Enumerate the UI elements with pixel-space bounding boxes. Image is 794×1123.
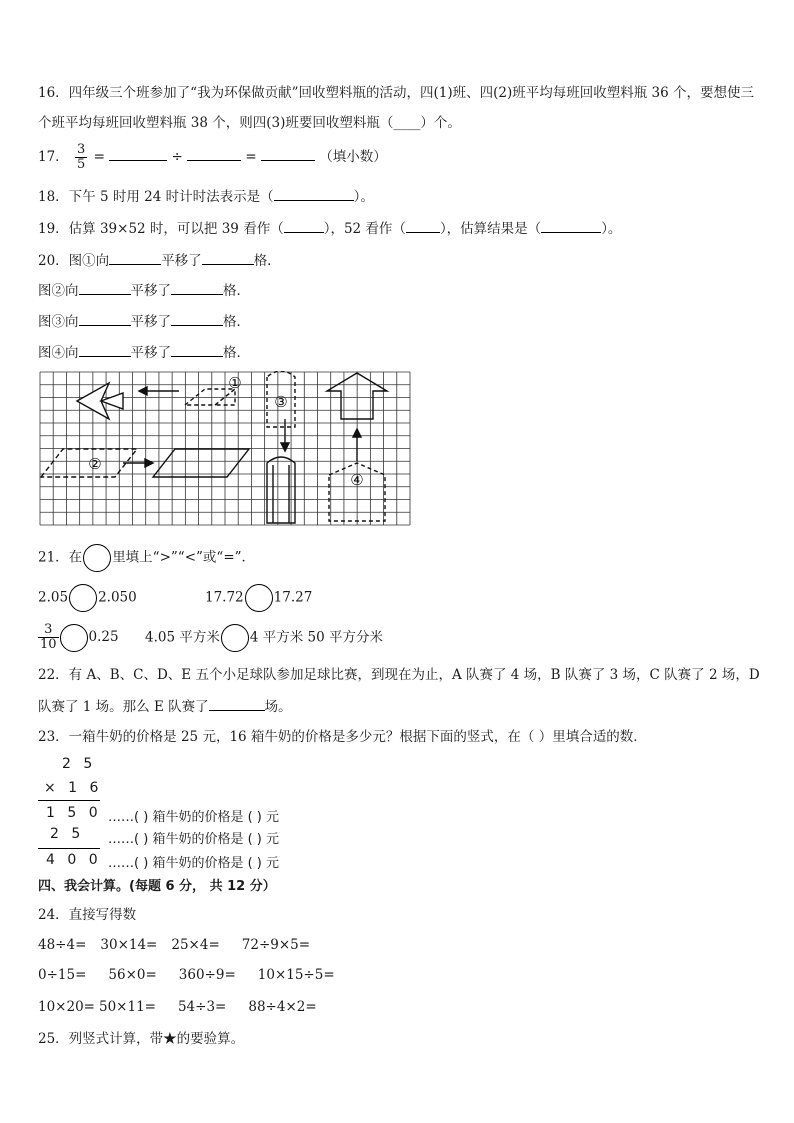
q17-fraction — [75, 143, 87, 172]
figure-2-solid-shape — [153, 449, 249, 477]
grid-label-2: ② — [88, 455, 102, 473]
q24-r3-c1: 10×20= — [38, 999, 95, 1015]
q17-note: （填小数） — [319, 149, 387, 165]
q21-item-3-denominator: 10 — [40, 637, 57, 652]
q21-item-1-left: 2.05 — [38, 589, 69, 606]
q21-item-2-right: 17.27 — [273, 589, 313, 606]
q24-r2-c3: 360÷9= — [178, 967, 236, 983]
q20-row-4-a: 图④向 — [38, 345, 79, 361]
q24-r3-c3: 54÷3= — [177, 999, 227, 1015]
q20-row-3-a: 图③向 — [38, 314, 79, 330]
q21-item-3-right: 0.25 — [88, 629, 119, 645]
q19 — [38, 218, 621, 238]
q20-row-3-b: 平移了 — [130, 314, 171, 330]
q20-row-4 — [38, 342, 250, 362]
q18-text: 18．下午 5 时用 24 时计时法表示是（ — [38, 189, 274, 205]
q19-blank-2[interactable] — [406, 218, 440, 233]
grid-label-1: ① — [228, 374, 242, 392]
q21-item-3-numerator: 3 — [38, 623, 59, 638]
q24-r1-c3: 25×4= — [171, 937, 220, 953]
q21-title-a: 21．在 — [38, 549, 83, 566]
figure-1-solid-tail — [101, 393, 123, 409]
q24-r1-c4: 72÷9×5= — [241, 937, 311, 953]
q17-eq2: = — [245, 149, 257, 165]
q22-line2 — [38, 696, 292, 716]
q24-r3-c4: 88÷4×2= — [248, 999, 317, 1015]
q23-multiplicand: 2 5 — [62, 756, 97, 772]
figure-3-arrowhead — [281, 443, 289, 451]
q23-partial-1: 1 5 0 — [46, 805, 102, 821]
q17-blank-2[interactable] — [187, 146, 241, 161]
q22-line2-a: 队赛了 1 场。那么 E 队赛了 — [38, 699, 209, 715]
q19-text-c: ），估算结果是（ — [439, 221, 542, 237]
q21-item-3-circle[interactable] — [60, 624, 88, 652]
q23-multiplier: × 1 6 — [44, 780, 103, 796]
q21-title — [38, 544, 255, 572]
q23-desc-2: ‥‥‥( ) 箱牛奶的价格是 ( ) 元 — [108, 832, 279, 847]
q17-number: 17． — [38, 149, 69, 165]
q23-partial-2: 2 5 — [50, 826, 85, 842]
q20-row-2 — [38, 280, 250, 300]
q17-blank-1[interactable] — [109, 146, 167, 161]
q20-row-2-blank-num[interactable] — [171, 280, 223, 295]
q21-item-1-right: 2.050 — [98, 589, 137, 606]
grid-label-4: ④ — [350, 471, 364, 489]
q21-item-2 — [205, 584, 312, 612]
q23-line-1 — [38, 800, 100, 801]
q19-text-d: ）。 — [601, 221, 622, 237]
q21-item-3-fraction — [38, 623, 59, 652]
q20-row-3 — [38, 311, 250, 331]
q21-item-1 — [38, 584, 137, 612]
q20-row-2-c: 格． — [223, 283, 250, 299]
q20-row-2-b: 平移了 — [130, 283, 171, 299]
q19-text-a: 19．估算 39×52 时，可以把 39 看作（ — [38, 221, 284, 237]
q24-r1-c1: 48÷4= — [38, 937, 87, 953]
q20-row-4-b: 平移了 — [130, 345, 171, 361]
q23-desc-1: ‥‥‥( ) 箱牛奶的价格是 ( ) 元 — [108, 810, 279, 825]
q16-line1: 16．四年级三个班参加了“我为环保做贡献”回收塑料瓶的活动，四(1)班、四(2)班平均每班回收塑料瓶 36 个，要想使三 — [38, 85, 754, 101]
grid-label-3: ③ — [274, 393, 288, 411]
q18 — [38, 186, 374, 206]
q20-row-2-a: 图②向 — [38, 283, 79, 299]
q20-row-3-blank-dir[interactable] — [79, 311, 131, 326]
q16-line2: 个班平均每班回收塑料瓶 38 个，则四(3)班要回收塑料瓶（____）个。 — [38, 115, 461, 131]
q20-row-1-c: 格． — [253, 253, 281, 269]
q17 — [38, 142, 387, 172]
q24-row-3 — [38, 998, 331, 1016]
figure-4-arrowhead — [353, 429, 361, 437]
q20-row-1-b: 平移了 — [161, 253, 202, 269]
q17-frac-denominator: 5 — [76, 157, 86, 172]
q23-text: 23．一箱牛奶的价格是 25 元，16 箱牛奶的价格是多少元？根据下面的竖式，在（ ）里填合适的数． — [38, 729, 647, 745]
q20-row-2-blank-dir[interactable] — [79, 280, 131, 295]
q22-line1: 22．有 A、B、C、D、E 五个小足球队参加足球比赛，到现在为止，A 队赛了 4 场，B 队赛了 3 场，C 队赛了 2 场，D — [38, 667, 760, 683]
section-4-title: 四、我会计算。(每题 6 分， 共 12 分） — [38, 879, 276, 894]
q20-row-4-blank-num[interactable] — [171, 342, 223, 357]
q20-row-3-blank-num[interactable] — [171, 311, 223, 326]
q19-text-b: ），52 看作（ — [323, 221, 406, 237]
q20-row-3-c: 格． — [223, 314, 250, 330]
q21-item-4-right: 4 平方米 50 平方分米 — [249, 629, 384, 646]
q18-end: ）。 — [353, 189, 374, 205]
q21-item-2-circle[interactable] — [245, 584, 273, 612]
q25-title: 25．列竖式计算，带★的要验算。 — [38, 1031, 245, 1047]
q24-r2-c1: 0÷15= — [38, 967, 87, 983]
q21-item-2-left: 17.72 — [205, 589, 244, 606]
q24-r2-c4: 10×15÷5= — [257, 967, 335, 983]
q22-blank[interactable] — [209, 696, 265, 711]
q21-item-4-left: 4.05 平方米 — [145, 629, 220, 646]
q17-eq: = — [93, 149, 105, 165]
q23-product: 4 0 0 — [46, 852, 102, 868]
q21-title-b: 里填上“>”“<”或“=”． — [112, 549, 256, 566]
q24-r3-c2: 50×11= — [98, 999, 156, 1015]
q17-blank-3[interactable] — [261, 146, 315, 161]
q20-row-1 — [38, 250, 281, 270]
translation-grid-figure — [39, 371, 411, 526]
figure-1-arrowhead — [139, 387, 147, 395]
q24-r2-c2: 56×0= — [108, 967, 157, 983]
q17-div: ÷ — [171, 149, 183, 165]
q24-r1-c2: 30×14= — [100, 937, 158, 953]
q20-row-1-blank-num[interactable] — [202, 250, 254, 265]
q23-desc-3: ‥‥‥( ) 箱牛奶的价格是 ( ) 元 — [108, 856, 279, 871]
q18-blank[interactable] — [274, 186, 354, 201]
q24-row-2 — [38, 966, 349, 984]
figure-2-arrowhead — [145, 459, 153, 467]
q21-item-3 — [38, 622, 119, 652]
q19-blank-1[interactable] — [284, 218, 324, 233]
q23-line-2 — [38, 848, 100, 849]
q21-item-4 — [145, 624, 383, 652]
q21-title-circle — [83, 544, 111, 572]
q22-line2-b: 场。 — [264, 699, 292, 715]
q21-item-1-circle[interactable] — [69, 584, 97, 612]
q20-row-1-a: 20．图①向 — [38, 253, 110, 269]
q20-row-1-blank-dir[interactable] — [109, 250, 161, 265]
q19-blank-3[interactable] — [541, 218, 601, 233]
q21-item-4-circle[interactable] — [221, 624, 249, 652]
q24-row-1 — [38, 936, 324, 954]
q20-row-4-c: 格． — [223, 345, 250, 361]
q17-frac-numerator: 3 — [76, 142, 86, 157]
q20-row-4-blank-dir[interactable] — [79, 342, 131, 357]
q24-title: 24．直接写得数 — [38, 907, 137, 923]
